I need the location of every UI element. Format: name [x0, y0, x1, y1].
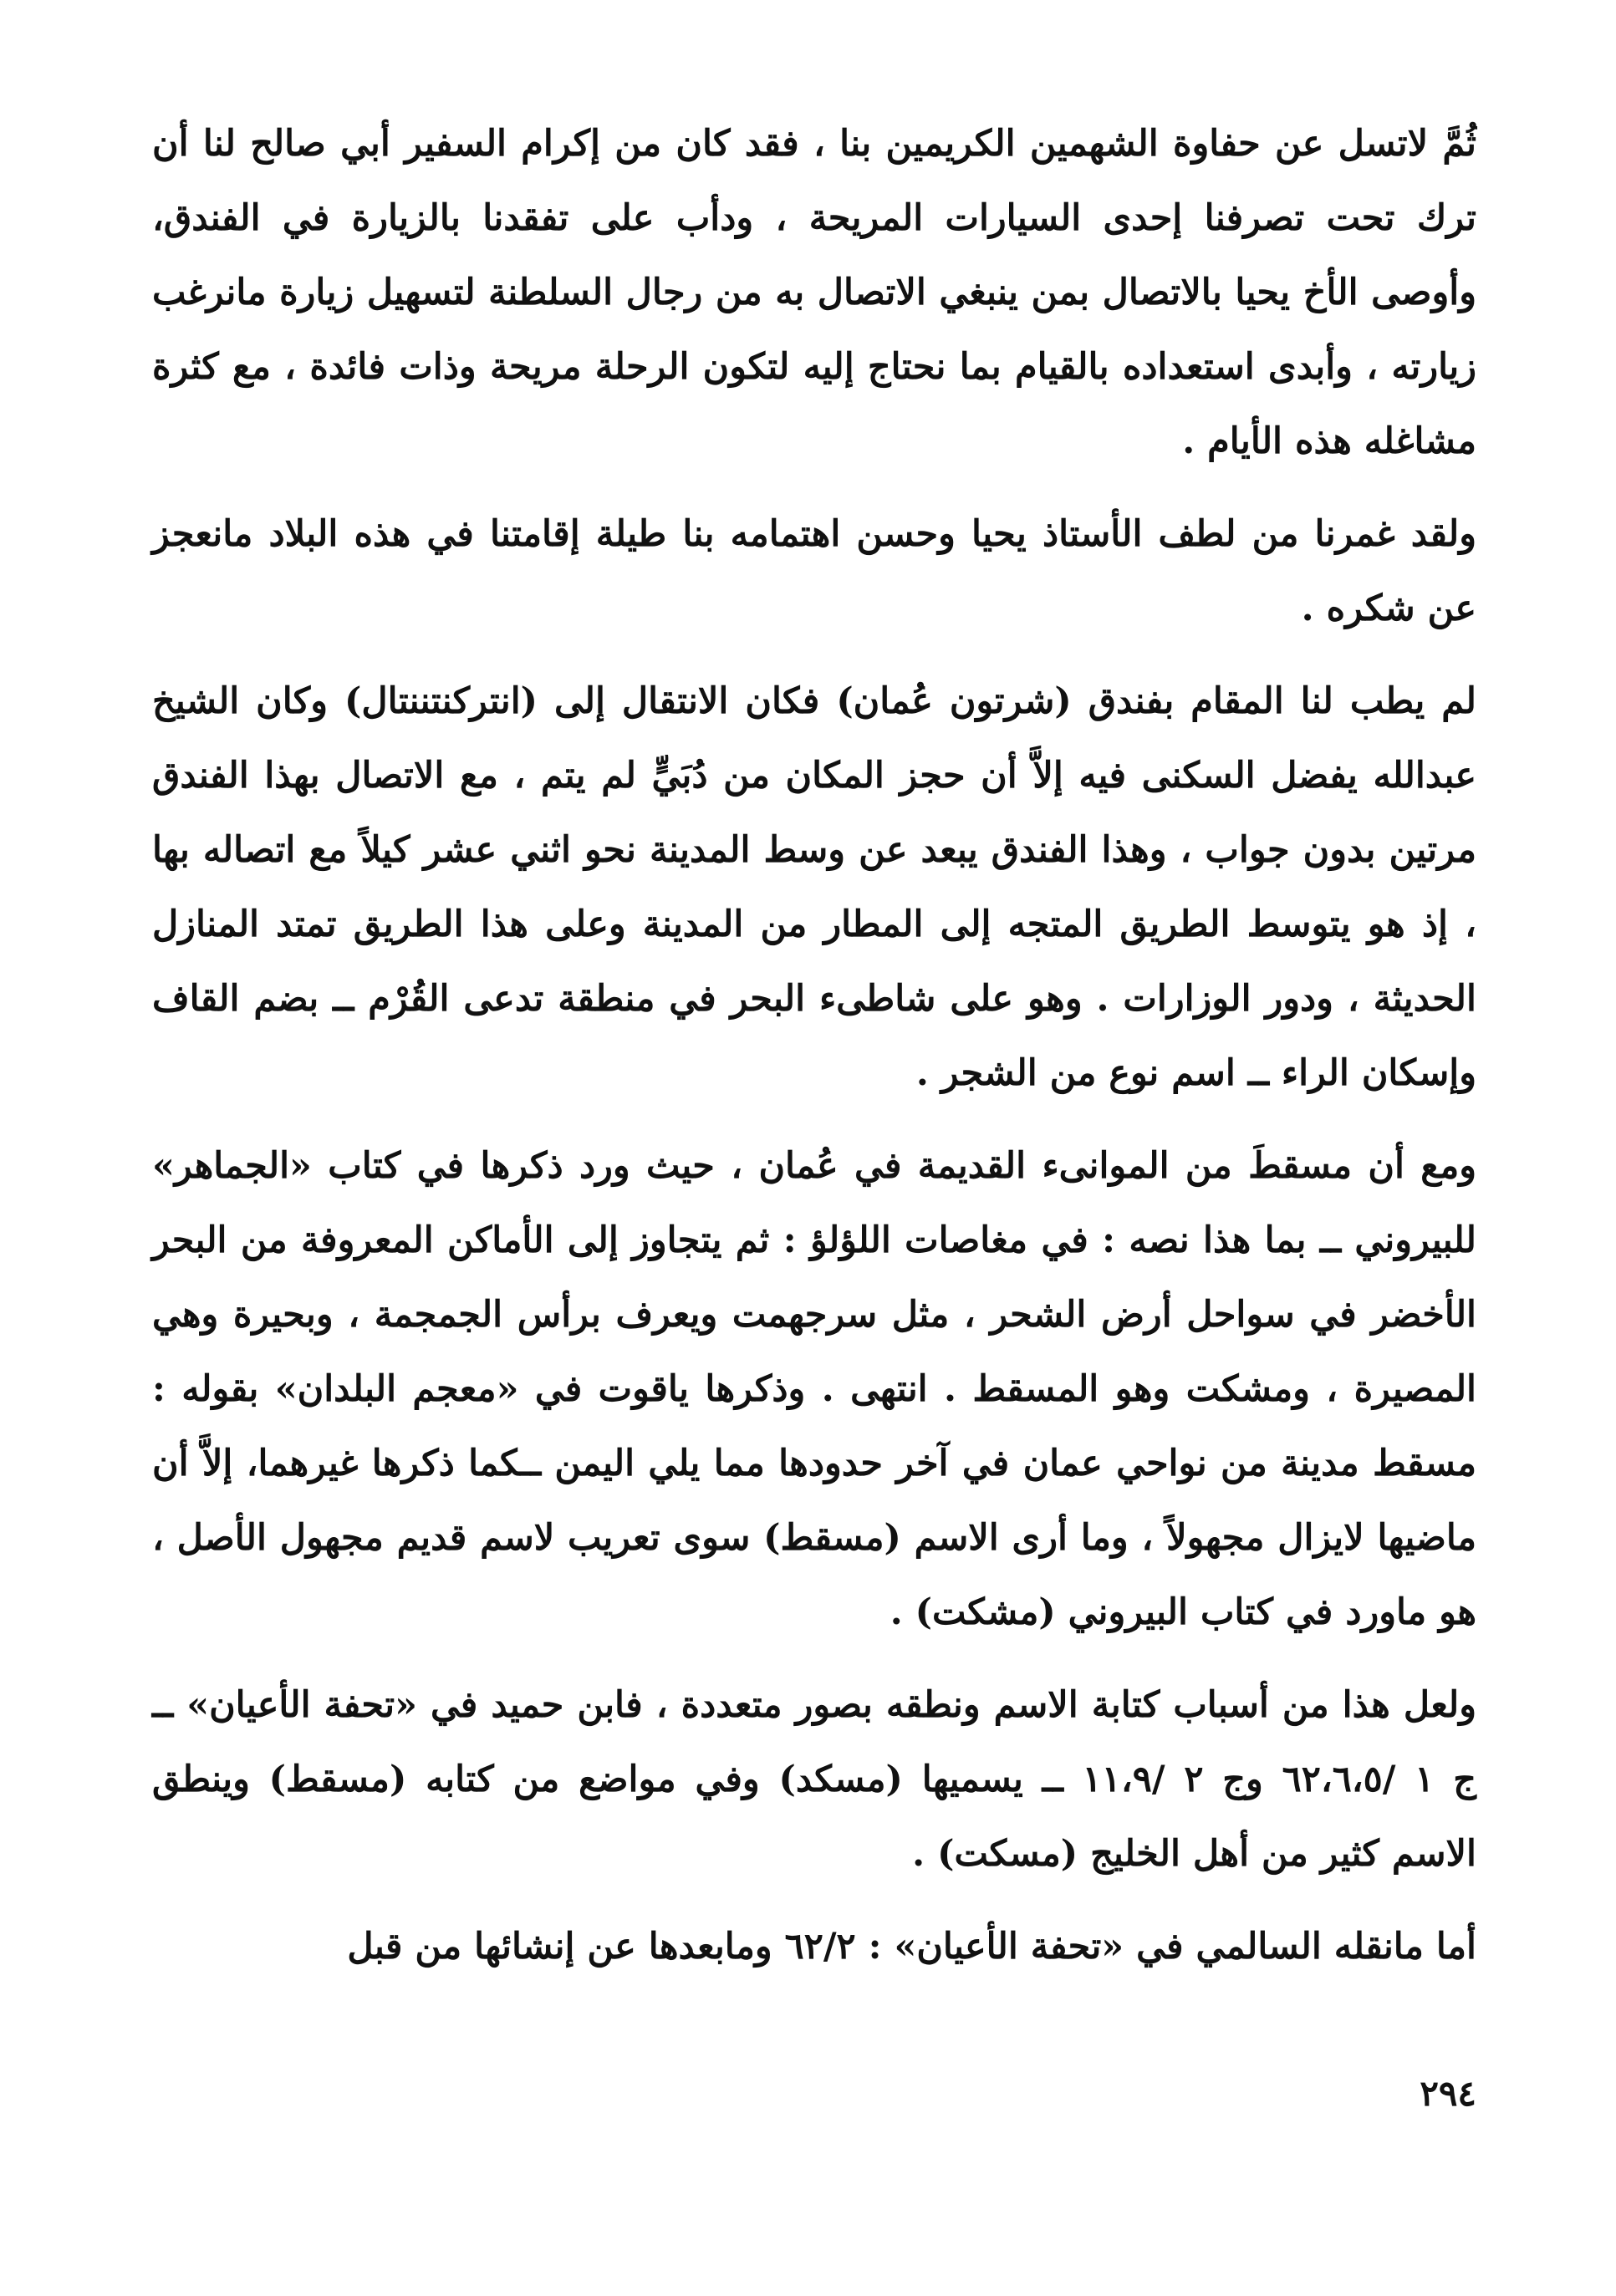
paragraph-gap — [152, 479, 1476, 497]
paragraph-1: ثُمَّ لاتسل عن حفاوة الشهمين الكريمين بنا ، فقد كان من إكرام السفير أبي صالح لنا أن ترك تحت تصرفنا إحدى السيارات المريحة ، ودأب على تفقدنا بالزيارة في الفندق، وأوصى الأخ يحيا بالاتصال بمن ينبغي الاتصال به من رجال السلطنة لتسهيل زيارة مانرغب زيارته ، وأبدى استعداده بالقيام بما نحتاج إليه لتكون الرحلة مريحة وذات فائدة ، مع كثرة مشاغله هذه الأيام . — [152, 123, 1476, 462]
document-page — [152, 107, 1476, 2230]
paragraph-gap — [152, 1650, 1476, 1668]
paragraph-5: ولعل هذا من أسباب كتابة الاسم ونطقه بصور متعددة ، فابن حميد في «تحفة الأعيان» ــ ج ١ /٦٢،٦،٥ وج ٢ /١١،٩ ــ يسميها (مسكد) وفي مواضع من كتابه (مسقط) وينطق الاسم كثير من أهل الخليج (مسكت) . — [152, 1684, 1476, 1875]
paragraph-gap — [152, 1111, 1476, 1129]
paragraph-gap — [152, 1891, 1476, 1910]
paragraph-3: لم يطب لنا المقام بفندق (شرتون عُمان) فكان الانتقال إلى (انتركنتننتال) وكان الشيخ عبدالله يفضل السكنى فيه إلاَّ أن حجز المكان من دُبَيٍّ لم يتم ، مع الاتصال بهذا الفندق مرتين بدون جواب ، وهذا الفندق يبعد عن وسط المدينة نحو اثني عشر كيلاً مع اتصاله بها ، إذ هو يتوسط الطريق المتجه إلى المطار من المدينة وعلى هذا الطريق تمتد المنازل الحديثة ، ودور الوزارات . وهو على شاطىء البحر في منطقة تدعى القُرْم ــ بضم القاف وإسكان الراء ــ اسم نوع من الشجر . — [152, 680, 1476, 1094]
page-number: ٢٩٤ — [1420, 2073, 1476, 2114]
paragraph-6: أما مانقله السالمي في «تحفة الأعيان» : ٦٢/٢ ومابعدها عن إنشائها من قبل — [347, 1926, 1476, 1968]
paragraph-4: ومع أن مسقطَ من الموانىء القديمة في عُمان ، حيث ورد ذكرها في كتاب «الجماهر» للبيروني ــ بما هذا نصه : في مغاصات اللؤلؤ : ثم يتجاوز إلى الأماكن المعروفة من البحر الأخضر في سواحل أرض الشحر ، مثل سرجهمت ويعرف برأس الجمجمة ، وبحيرة وهي المصيرة ، ومشكت وهو المسقط . انتهى . وذكرها ياقوت في «معجم البلدان» بقوله : مسقط مدينة من نواحي عمان في آخر حدودها مما يلي اليمن ــكما ذكرها غيرهما، إلاَّ أن ماضيها لايزال مجهولاً ، وما أرى الاسم (مسقط) سوى تعريب لاسم قديم مجهول الأصل ، هو ماورد في كتاب البيروني (مشكت) . — [152, 1145, 1476, 1633]
paragraph-gap — [152, 646, 1476, 664]
paragraph-2: ولقد غمرنا من لطف الأستاذ يحيا وحسن اهتمامه بنا طيلة إقامتنا في هذه البلاد مانعجز عن شكره . — [152, 513, 1476, 629]
